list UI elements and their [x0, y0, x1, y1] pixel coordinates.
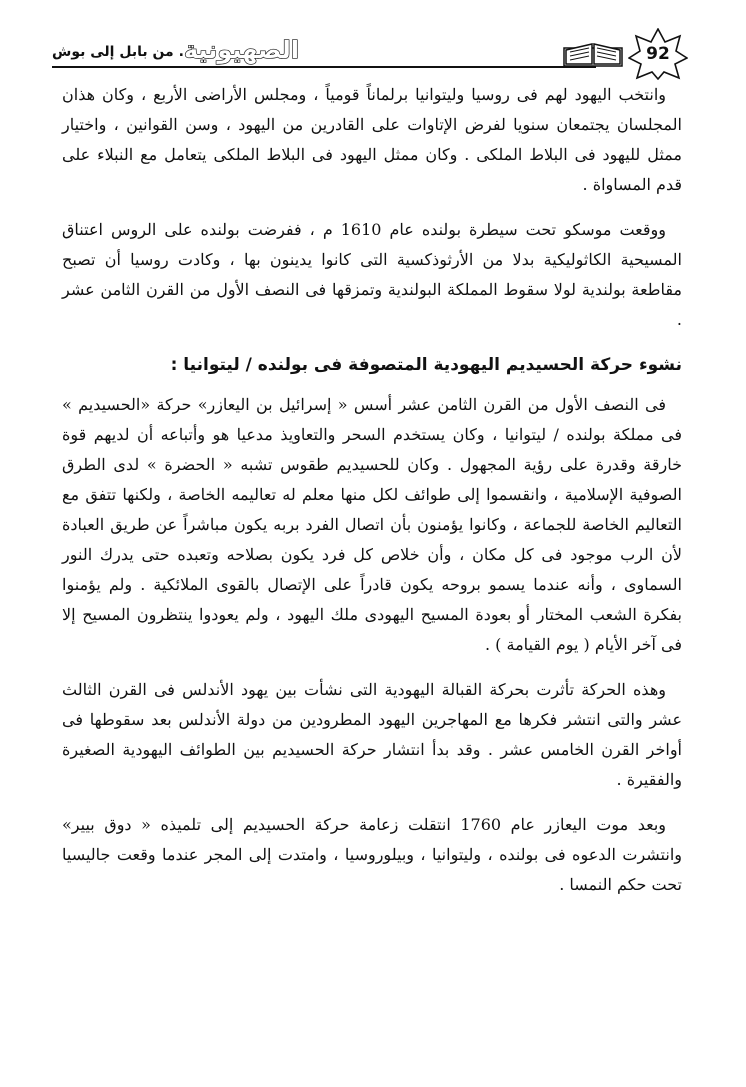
page-body [62, 80, 682, 915]
paragraph: وبعد موت اليعازر عام 1760 انتقلت زعامة حركة الحسيديم إلى تلميذه « دوق بيير» وانتشرت الدعوه فى بولنده ، وليتوانيا ، وبيلوروسيا ، وامتدت إلى المجر عندما وقعت جاليسيا تحت حكم النمسا . [62, 815, 682, 894]
page-number: 92 [646, 44, 670, 64]
page-header [52, 34, 692, 74]
paragraph: وانتخب اليهود لهم فى روسيا وليتوانيا برلماناً قومياً ، ومجلس الأراضى الأربع ، وكان هذان المجلسان يجتمعان سنويا لفرض الإتاوات على القادرين من اليهود ، وسن القوانين ، واختيار ممثل لليهود فى البلاط الملكى . وكان ممثل اليهود فى البلاط الملكى يتعامل مع النبلاء على قدم المساواة . [62, 85, 682, 194]
book-title: الصهيونية [184, 36, 299, 64]
paragraph: وهذه الحركة تأثرت بحركة القبالة اليهودية التى نشأت بين يهود الأندلس فى القرن الثالث عشر والتى انتشر فكرها مع المهاجرين اليهود المطرودين من دولة الأندلس بعد سقوطها فى أواخر القرن الخامس عشر . وقد بدأ انتشار حركة الحسيديم بين الطوائف اليهودية الصغيرة والفقيرة . [62, 680, 682, 789]
section-heading: نشوء حركة الحسيديم اليهودية المتصوفة فى بولنده / ليتوانيا : [170, 355, 682, 375]
open-book-icon [562, 38, 624, 68]
paragraph: ووقعت موسكو تحت سيطرة بولنده عام 1610 م ، ففرضت بولنده على الروس اعتناق المسيحية الكاثوليكية بدلا من الأرثوذكسية التى كانوا يدينون بها ، وكادت روسيا أن تصبح مقاطعة بولندية لولا سقوط المملكة البولندية وتمزقها فى النصف الأول من القرن الثامن عشر . [62, 220, 682, 329]
paragraph: فى النصف الأول من القرن الثامن عشر أسس « إسرائيل بن اليعازر» حركة «الحسيديم » فى مملكة بولنده / ليتوانيا ، وكان يستخدم السحر والتعاويذ مدعيا هو وأتباعه أن لديهم قوة خارقة وقدرة على رؤية المجهول . وكان للحسيديم طقوس تشبه « الحضرة » لدى الطرق الصوفية الإسلامية ، وانقسموا إلى طوائف لكل منها معلم له تعاليمه الخاصة ، ولكنها تتفق مع التعاليم الخاصة للجماعة ، وكانوا يؤمنون بأن اتصال الفرد بربه يكون مباشراً عن طريق العبادة لأن الرب موجود فى كل مكان ، وأن خلاص كل فرد يكون بصلاحه وتعبده حتى يدرك النور السماوى ، وأنه عندما يسمو بروحه يكون قادراً على الإتصال بالقوى الملائكية . ولم يؤمنوا بفكرة الشعب المختار أو بعودة المسيح اليهودى ملك اليهود ، ولم يعودوا ينتظرون المسيح إلا فى آخر الأيام ( يوم القيامة ) . [62, 395, 683, 654]
book-subtitle: .. من بابل إلى بوش [52, 44, 190, 60]
header-rule [52, 66, 596, 68]
